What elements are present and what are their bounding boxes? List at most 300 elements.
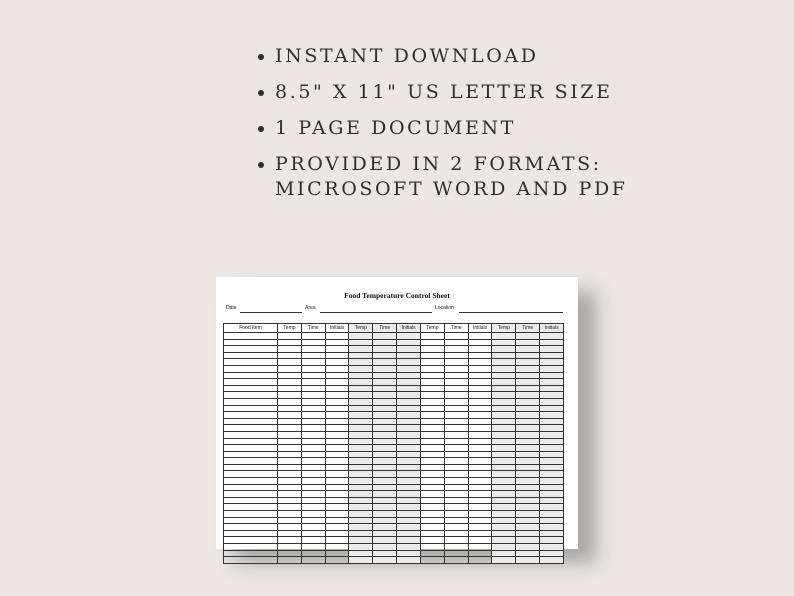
table-cell xyxy=(373,471,397,478)
table-cell xyxy=(349,385,373,392)
table-cell xyxy=(444,504,468,511)
table-cell xyxy=(516,412,540,419)
table-row xyxy=(224,537,564,544)
table-cell xyxy=(540,405,564,412)
table-cell xyxy=(325,537,349,544)
table-cell xyxy=(444,511,468,518)
table-row xyxy=(224,352,564,359)
table-cell xyxy=(278,379,302,386)
table-cell xyxy=(468,365,492,372)
table-cell xyxy=(516,405,540,412)
table-cell xyxy=(349,478,373,485)
table-row xyxy=(224,530,564,537)
table-cell xyxy=(373,372,397,379)
table-cell xyxy=(444,405,468,412)
table-cell xyxy=(420,451,444,458)
table-cell xyxy=(301,504,325,511)
bullet-icon xyxy=(258,90,264,96)
table-row xyxy=(224,511,564,518)
table-cell xyxy=(468,497,492,504)
table-cell xyxy=(540,385,564,392)
table-cell xyxy=(444,491,468,498)
table-cell xyxy=(278,392,302,399)
table-cell xyxy=(301,392,325,399)
table-cell xyxy=(301,550,325,557)
table-cell xyxy=(224,392,278,399)
table-cell xyxy=(373,425,397,432)
table-cell xyxy=(349,405,373,412)
table-cell xyxy=(444,365,468,372)
bullet-icon xyxy=(258,126,264,132)
table-cell xyxy=(397,359,421,366)
table-cell xyxy=(420,346,444,353)
table-cell xyxy=(278,504,302,511)
table-cell xyxy=(278,365,302,372)
table-cell xyxy=(397,412,421,419)
table-cell xyxy=(540,471,564,478)
table-header-row xyxy=(224,324,564,333)
table-cell xyxy=(349,491,373,498)
location-line xyxy=(459,312,563,313)
table-cell xyxy=(224,333,278,340)
table-cell xyxy=(325,550,349,557)
sheet-title: Food Temperature Control Sheet xyxy=(344,291,450,300)
table-cell xyxy=(516,372,540,379)
table-cell xyxy=(540,478,564,485)
table-cell xyxy=(325,524,349,531)
table-cell xyxy=(349,339,373,346)
table-cell xyxy=(224,385,278,392)
table-cell xyxy=(516,557,540,564)
table-cell xyxy=(397,333,421,340)
table-cell xyxy=(224,504,278,511)
table-cell xyxy=(444,451,468,458)
table-cell xyxy=(325,544,349,551)
table-cell xyxy=(373,445,397,452)
table-cell xyxy=(349,557,373,564)
table-cell xyxy=(516,365,540,372)
table-cell xyxy=(349,365,373,372)
table-cell xyxy=(444,398,468,405)
table-cell xyxy=(397,425,421,432)
table-cell xyxy=(301,491,325,498)
table-cell xyxy=(373,511,397,518)
table-cell xyxy=(224,491,278,498)
table-cell xyxy=(278,478,302,485)
table-cell xyxy=(492,537,516,544)
table-cell xyxy=(325,333,349,340)
table-cell xyxy=(325,504,349,511)
table-cell xyxy=(397,431,421,438)
column-header: Temp xyxy=(278,324,302,333)
table-row xyxy=(224,491,564,498)
table-cell xyxy=(301,497,325,504)
table-row xyxy=(224,412,564,419)
table-cell xyxy=(397,504,421,511)
table-cell xyxy=(397,418,421,425)
table-cell xyxy=(397,445,421,452)
table-cell xyxy=(420,491,444,498)
table-cell xyxy=(278,517,302,524)
table-cell xyxy=(278,524,302,531)
table-cell xyxy=(224,352,278,359)
table-cell xyxy=(373,392,397,399)
table-cell xyxy=(468,530,492,537)
table-cell xyxy=(301,511,325,518)
table-cell xyxy=(420,517,444,524)
table-row xyxy=(224,385,564,392)
table-cell xyxy=(492,524,516,531)
table-cell xyxy=(444,418,468,425)
table-cell xyxy=(492,484,516,491)
table-cell xyxy=(301,425,325,432)
table-cell xyxy=(468,412,492,419)
table-cell xyxy=(301,398,325,405)
table-cell xyxy=(349,484,373,491)
table-cell xyxy=(420,339,444,346)
table-cell xyxy=(444,557,468,564)
table-cell xyxy=(325,346,349,353)
table-cell xyxy=(301,359,325,366)
table-cell xyxy=(444,530,468,537)
table-cell xyxy=(516,478,540,485)
table-cell xyxy=(468,346,492,353)
table-cell xyxy=(516,530,540,537)
table-cell xyxy=(278,445,302,452)
table-cell xyxy=(540,524,564,531)
table-cell xyxy=(373,346,397,353)
bullet-icon xyxy=(258,54,264,60)
area-label: Area xyxy=(305,305,316,311)
table-cell xyxy=(397,497,421,504)
feature-text: 8.5" X 11" US LETTER SIZE xyxy=(275,81,613,103)
table-cell xyxy=(492,517,516,524)
table-cell xyxy=(492,445,516,452)
table-cell xyxy=(397,491,421,498)
table-cell xyxy=(373,464,397,471)
table-cell xyxy=(468,557,492,564)
table-cell xyxy=(444,458,468,465)
table-cell xyxy=(540,517,564,524)
table-cell xyxy=(516,491,540,498)
column-header: Initials xyxy=(325,324,349,333)
table-cell xyxy=(325,478,349,485)
table-cell xyxy=(420,464,444,471)
table-cell xyxy=(540,346,564,353)
column-header: Time xyxy=(301,324,325,333)
table-cell xyxy=(540,333,564,340)
table-cell xyxy=(540,544,564,551)
table-cell xyxy=(540,365,564,372)
table-cell xyxy=(492,438,516,445)
table-cell xyxy=(492,431,516,438)
table-cell xyxy=(373,484,397,491)
table-cell xyxy=(468,451,492,458)
table-cell xyxy=(224,372,278,379)
table-cell xyxy=(492,511,516,518)
table-cell xyxy=(301,333,325,340)
table-cell xyxy=(468,359,492,366)
table-cell xyxy=(492,504,516,511)
table-cell xyxy=(278,372,302,379)
table-cell xyxy=(397,458,421,465)
table-cell xyxy=(278,398,302,405)
table-cell xyxy=(468,379,492,386)
table-cell xyxy=(349,471,373,478)
table-cell xyxy=(301,557,325,564)
table-cell xyxy=(444,484,468,491)
table-cell xyxy=(468,544,492,551)
table-cell xyxy=(492,471,516,478)
table-cell xyxy=(420,530,444,537)
column-header: Time xyxy=(373,324,397,333)
table-cell xyxy=(444,524,468,531)
table-cell xyxy=(492,557,516,564)
table-cell xyxy=(468,537,492,544)
table-cell xyxy=(492,418,516,425)
table-cell xyxy=(278,359,302,366)
table-cell xyxy=(349,431,373,438)
table-cell xyxy=(278,464,302,471)
table-cell xyxy=(397,392,421,399)
table-cell xyxy=(468,405,492,412)
table-cell xyxy=(468,438,492,445)
table-cell xyxy=(516,431,540,438)
table-cell xyxy=(397,346,421,353)
table-cell xyxy=(224,557,278,564)
table-cell xyxy=(444,464,468,471)
table-cell xyxy=(301,438,325,445)
table-cell xyxy=(349,464,373,471)
table-cell xyxy=(492,464,516,471)
table-cell xyxy=(325,352,349,359)
location-label: Location xyxy=(435,305,454,311)
table-cell xyxy=(444,471,468,478)
table-cell xyxy=(420,372,444,379)
table-cell xyxy=(349,550,373,557)
table-cell xyxy=(516,359,540,366)
table-cell xyxy=(325,445,349,452)
bullet-icon xyxy=(258,162,264,168)
table-body xyxy=(224,333,564,564)
table-row xyxy=(224,392,564,399)
feature-item xyxy=(258,152,628,202)
table-cell xyxy=(397,385,421,392)
table-cell xyxy=(540,458,564,465)
table-cell xyxy=(540,511,564,518)
column-header: Initials xyxy=(468,324,492,333)
table-cell xyxy=(397,530,421,537)
table-row xyxy=(224,365,564,372)
table-cell xyxy=(516,392,540,399)
table-cell xyxy=(325,418,349,425)
table-cell xyxy=(420,392,444,399)
table-cell xyxy=(224,359,278,366)
table-row xyxy=(224,359,564,366)
table-cell xyxy=(444,517,468,524)
table-cell xyxy=(278,471,302,478)
table-cell xyxy=(540,398,564,405)
table-row xyxy=(224,484,564,491)
table-cell xyxy=(278,491,302,498)
table-cell xyxy=(444,412,468,419)
table-cell xyxy=(444,438,468,445)
table-cell xyxy=(516,471,540,478)
table-cell xyxy=(349,359,373,366)
table-cell xyxy=(373,544,397,551)
table-cell xyxy=(468,425,492,432)
table-cell xyxy=(224,365,278,372)
table-cell xyxy=(444,339,468,346)
table-cell xyxy=(516,524,540,531)
table-cell xyxy=(224,530,278,537)
table-cell xyxy=(516,504,540,511)
table-cell xyxy=(540,418,564,425)
table-cell xyxy=(468,445,492,452)
table-cell xyxy=(468,471,492,478)
table-cell xyxy=(278,431,302,438)
table-cell xyxy=(373,418,397,425)
table-cell xyxy=(397,471,421,478)
table-cell xyxy=(224,346,278,353)
table-cell xyxy=(397,557,421,564)
table-cell xyxy=(349,451,373,458)
table-cell xyxy=(492,346,516,353)
table-cell xyxy=(540,497,564,504)
table-cell xyxy=(397,537,421,544)
table-cell xyxy=(301,484,325,491)
table-cell xyxy=(492,478,516,485)
table-cell xyxy=(325,412,349,419)
table-cell xyxy=(373,438,397,445)
table-cell xyxy=(397,464,421,471)
table-cell xyxy=(325,451,349,458)
table-cell xyxy=(492,365,516,372)
table-cell xyxy=(325,359,349,366)
table-cell xyxy=(420,511,444,518)
table-cell xyxy=(492,333,516,340)
table-cell xyxy=(516,438,540,445)
table-cell xyxy=(540,484,564,491)
table-cell xyxy=(373,550,397,557)
table-cell xyxy=(540,392,564,399)
table-cell xyxy=(224,537,278,544)
table-cell xyxy=(278,412,302,419)
table-cell xyxy=(349,412,373,419)
table-cell xyxy=(278,544,302,551)
table-cell xyxy=(349,458,373,465)
table-cell xyxy=(278,352,302,359)
table-row xyxy=(224,438,564,445)
table-cell xyxy=(301,544,325,551)
table-cell xyxy=(278,418,302,425)
table-cell xyxy=(540,445,564,452)
table-cell xyxy=(278,511,302,518)
table-cell xyxy=(468,418,492,425)
table-cell xyxy=(397,379,421,386)
table-cell xyxy=(540,504,564,511)
table-row xyxy=(224,333,564,340)
table-cell xyxy=(373,451,397,458)
table-cell xyxy=(420,359,444,366)
column-header: Temp xyxy=(349,324,373,333)
table-cell xyxy=(516,511,540,518)
table-cell xyxy=(224,412,278,419)
table-cell xyxy=(373,491,397,498)
table-cell xyxy=(301,372,325,379)
table-cell xyxy=(444,537,468,544)
table-cell xyxy=(224,339,278,346)
table-cell xyxy=(224,550,278,557)
table-cell xyxy=(224,524,278,531)
table-cell xyxy=(468,431,492,438)
table-row xyxy=(224,379,564,386)
table-cell xyxy=(278,458,302,465)
table-cell xyxy=(301,537,325,544)
feature-text-continued: MICROSOFT WORD AND PDF xyxy=(275,178,628,200)
table-cell xyxy=(397,339,421,346)
column-header: Temp xyxy=(492,324,516,333)
table-cell xyxy=(325,484,349,491)
table-cell xyxy=(420,458,444,465)
table-cell xyxy=(373,359,397,366)
table-cell xyxy=(492,392,516,399)
table-cell xyxy=(224,511,278,518)
feature-list xyxy=(258,44,628,213)
table-cell xyxy=(325,392,349,399)
table-cell xyxy=(492,491,516,498)
table-cell xyxy=(516,352,540,359)
table-cell xyxy=(373,557,397,564)
table-cell xyxy=(373,352,397,359)
table-cell xyxy=(325,530,349,537)
table-cell xyxy=(468,478,492,485)
table-cell xyxy=(444,544,468,551)
table-cell xyxy=(301,458,325,465)
table-cell xyxy=(224,451,278,458)
table-cell xyxy=(224,425,278,432)
table-cell xyxy=(444,497,468,504)
table-cell xyxy=(516,464,540,471)
table-cell xyxy=(325,398,349,405)
table-cell xyxy=(278,530,302,537)
table-cell xyxy=(301,431,325,438)
table-cell xyxy=(468,372,492,379)
feature-text: 1 PAGE DOCUMENT xyxy=(275,117,516,139)
table-cell xyxy=(444,385,468,392)
table-cell xyxy=(420,365,444,372)
table-cell xyxy=(325,517,349,524)
table-cell xyxy=(301,346,325,353)
table-cell xyxy=(349,333,373,340)
table-cell xyxy=(420,333,444,340)
table-cell xyxy=(349,372,373,379)
table-cell xyxy=(492,405,516,412)
feature-text: PROVIDED IN 2 FORMATS: xyxy=(275,153,602,175)
date-label: Date xyxy=(226,305,237,311)
table-cell xyxy=(373,504,397,511)
table-cell xyxy=(492,352,516,359)
table-cell xyxy=(444,372,468,379)
table-row xyxy=(224,497,564,504)
table-cell xyxy=(349,537,373,544)
area-line xyxy=(320,312,432,313)
table-cell xyxy=(373,478,397,485)
table-cell xyxy=(516,550,540,557)
table-cell xyxy=(301,385,325,392)
table-cell xyxy=(492,530,516,537)
table-cell xyxy=(301,412,325,419)
